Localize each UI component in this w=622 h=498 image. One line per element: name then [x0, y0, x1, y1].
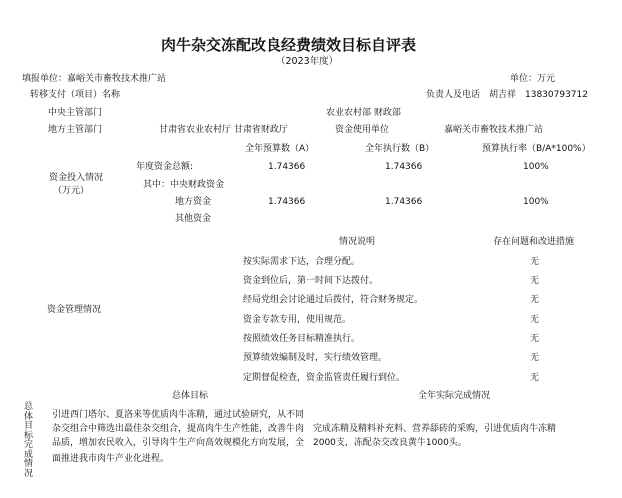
col-budget: 全年预算数（A） [245, 144, 315, 154]
funds-section-unit: （万元） [53, 186, 90, 196]
central-dept-label: 中央主管部门 [48, 108, 103, 118]
fund-user-value: 嘉峪关市畜牧技术推广站 [444, 125, 544, 135]
goals-line: 引进西门塔尔、夏洛来等优质肉牛冻精，通过试验研究，从不同 [52, 410, 305, 420]
management-issue: 无 [530, 295, 540, 305]
funds-row-rate: 100% [523, 162, 549, 172]
funds-row-label: 年度资金总额: [136, 162, 194, 172]
management-desc: 按照绩效任务目标精准执行。 [243, 334, 361, 344]
goals-line: 品质，增加农民收入，引导肉牛生产向高效规模化方向发展，全 2000支，冻配杂交改良黄牛1000头。 [52, 438, 467, 448]
management-issue: 无 [530, 353, 540, 363]
year-label: （2023年度） [276, 56, 339, 67]
funds-section-label: 资金投入情况 [49, 173, 104, 183]
funds-row-label: 其中：中央财政资金 [143, 180, 225, 190]
local-dept-value: 甘肃省农业农村厅 甘肃省财政厅 [159, 125, 288, 135]
funds-row-budget: 1.74366 [268, 162, 306, 172]
project-name-label: 转移支付（项目）名称 [30, 90, 121, 100]
col-issues: 存在问题和改进措施 [493, 237, 575, 247]
local-dept-label: 地方主管部门 [48, 125, 103, 135]
management-issue: 无 [530, 257, 540, 267]
contact-info: 负责人及电话 胡吉祥 13830793712 [426, 90, 588, 100]
management-issue: 无 [530, 276, 540, 286]
funds-row-exec: 1.74366 [385, 162, 423, 172]
fund-user-label: 资金使用单位 [335, 125, 390, 135]
col-actual-completion: 全年实际完成情况 [418, 391, 491, 401]
funds-row-label: 地方资金 [175, 197, 212, 207]
goals-line: 面推进我市肉牛产业化进程。 [52, 454, 170, 464]
fill-unit: 填报单位：嘉峪关市畜牧技术推广站 [22, 74, 167, 84]
management-desc: 资金专款专用，使用规范。 [243, 315, 352, 325]
page-title: 肉牛杂交冻配改良经费绩效目标自评表 [161, 36, 417, 54]
management-section-label: 资金管理情况 [47, 305, 102, 315]
col-rate: 预算执行率（B/A*100%） [482, 144, 591, 154]
funds-row-label: 其他资金 [175, 214, 212, 224]
funds-row-rate: 100% [523, 197, 549, 207]
management-issue: 无 [530, 315, 540, 325]
management-desc: 经局党组会讨论通过后拨付，符合财务规定。 [243, 295, 424, 305]
money-unit: 单位：万元 [510, 74, 556, 84]
funds-row-exec: 1.74366 [385, 197, 423, 207]
col-exec: 全年执行数（B） [365, 144, 435, 154]
management-desc: 定期督促检查，资金监管责任履行到位。 [243, 373, 406, 383]
funds-row-budget: 1.74366 [268, 197, 306, 207]
goals-side-label: 总体目标完成情况 [24, 402, 34, 479]
management-desc: 按实际需求下达，合理分配。 [243, 257, 361, 267]
col-situation: 情况说明 [339, 237, 376, 247]
goals-line: 杂交组合中筛选出最佳杂交组合，提高肉牛生产性能，改善牛肉 完成冻精及精料补充料、营养舔砖的采购，引进优质肉牛冻精 [52, 424, 557, 434]
management-desc: 资金到位后，第一时间下达拨付。 [243, 276, 379, 286]
management-issue: 无 [530, 334, 540, 344]
central-dept-value: 农业农村部 财政部 [326, 108, 401, 118]
management-desc: 预算绩效编制及时，实行绩效管理。 [243, 353, 388, 363]
col-overall-goal: 总体目标 [172, 391, 209, 401]
management-issue: 无 [530, 373, 540, 383]
